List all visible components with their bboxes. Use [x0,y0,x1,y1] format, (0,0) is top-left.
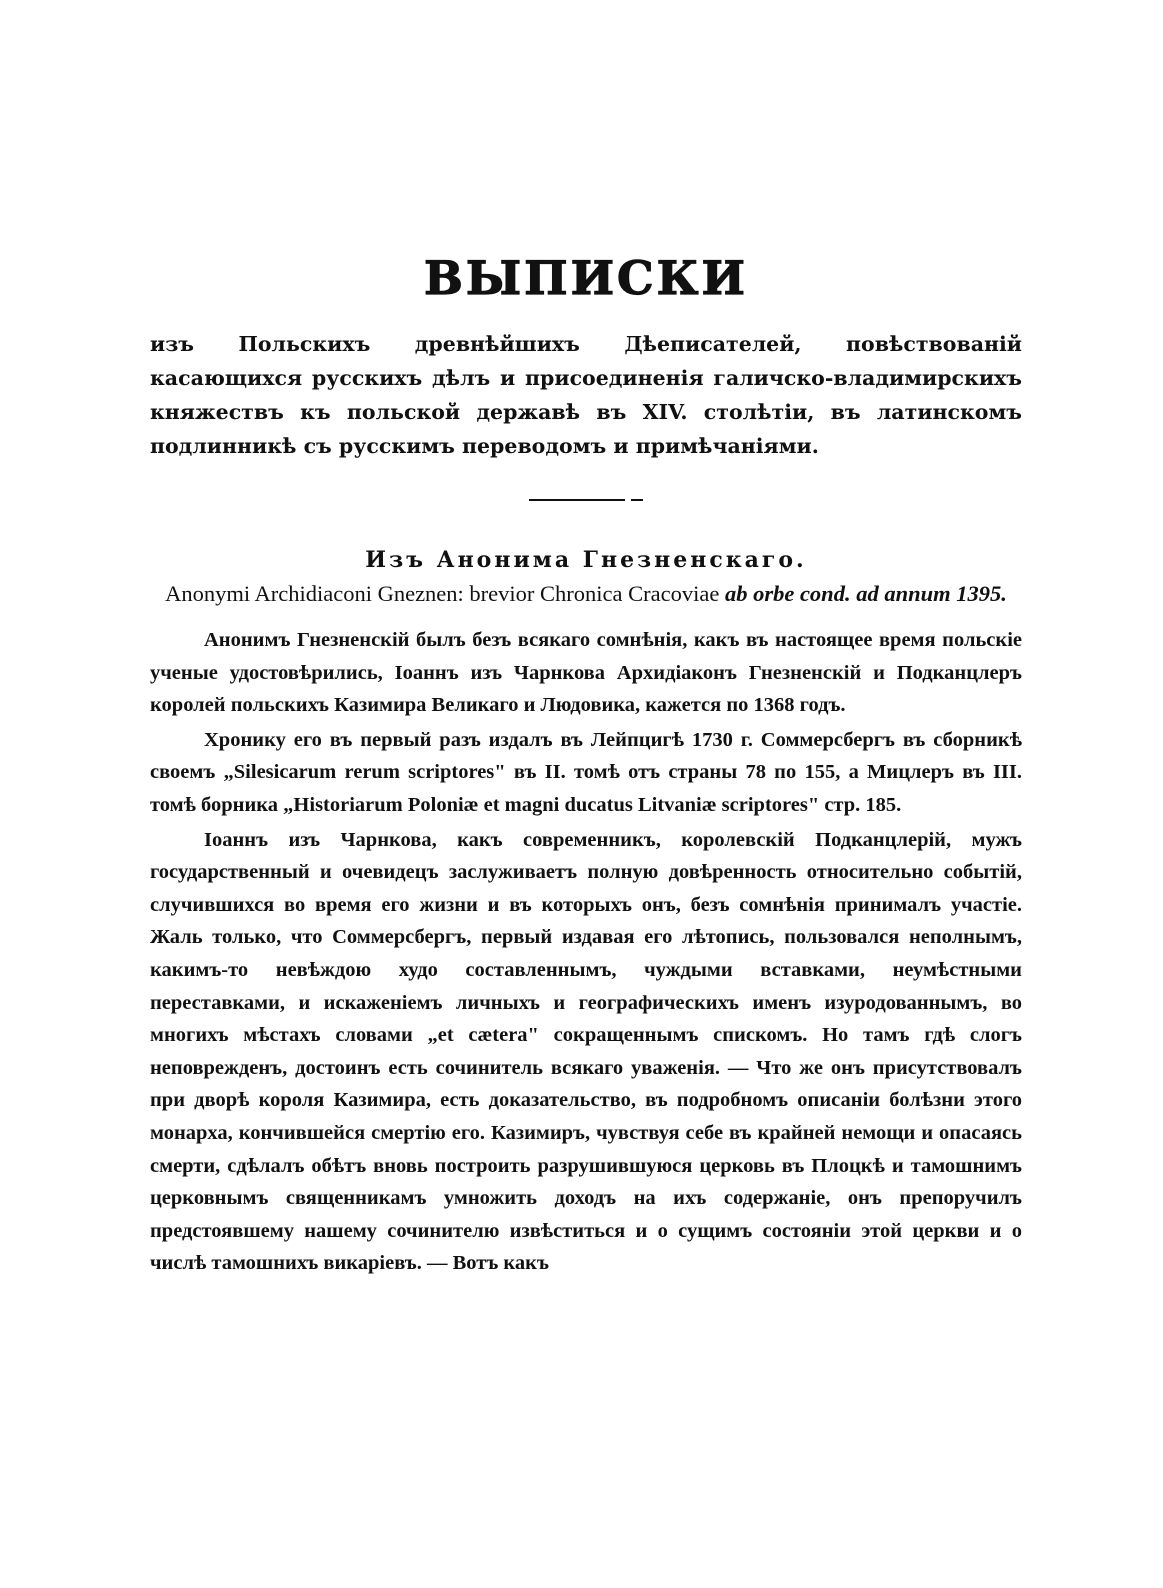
paragraph: Анонимъ Гнезненскій былъ безъ всякаго сомнѣнія, какъ въ настоящее время польскіе ученые удостовѣрились, Іоаннъ изъ Чарнкова Архидіаконъ Гнезненскій и Подканцлеръ королей польскихъ Казимира Великаго и Людовика, кажется по 1368 годъ. [150,629,1022,717]
separator-dash [631,499,643,501]
paragraph: Хронику его въ первый разъ издалъ въ Лейпцигѣ 1730 г. Соммерсбергъ въ сборникѣ своемъ „Silesicarum rerum scriptores" въ II. томѣ отъ страны 78 по 155, а Мицлеръ въ III. томѣ борника „Historiarum Poloniæ et magni ducatus Litvaniæ scriptores" стр. 185. [150,728,1022,816]
latin-title-italic: ab orbe cond. ad annum 1395. [724,581,1007,606]
main-title: ВЫПИСКИ [424,251,748,305]
latin-title-regular: Anonymi Archidiaconi Gneznen: brevior Chronica Cracoviae [165,581,720,606]
section-title: Изъ Анонима Гнезненскаго. [365,547,807,573]
paragraph: Іоаннъ изъ Чарнкова, какъ современникъ, королевскій Подканцлерій, мужъ государственный и очевидецъ заслуживаетъ полную довѣренность относительно событій, случившихся во время его жизни и въ которыхъ онъ, безъ сомнѣнія принималъ участіе. Жаль только, что Соммерсбергъ, первый издавая его лѣтопись, пользовался неполнымъ, какимъ-то невѣждою худо составленнымъ, чуждыми вставками, неумѣстными переставками, и искаженіемъ личныхъ и географическихъ именъ изуродованнымъ, во многихъ мѣстахъ словами „et cætera" сокращеннымъ спискомъ. Но тамъ гдѣ слогъ неповрежденъ, достоинъ есть сочинитель всякаго уваженія. — Что же онъ присутствовалъ при дворѣ короля Казимира, есть доказательство, въ подробномъ описаніи болѣзни этого монарха, кончившейся смертію его. Казимиръ, чувствуя себе въ крайней немощи и опасаясь смерти, сдѣлалъ обѣтъ вновь построить разрушившуюся церковь въ Плоцкѣ и тамошнимъ церковнымъ священникамъ умножить доходъ на ихъ содержаніе, онъ препоручилъ предстоявшему нашему сочинителю извѣститься и о сущимъ состояніи этой церкви и о числѣ тамошнихъ викаріевъ. — Вотъ какъ [150,828,1022,1275]
separator [150,499,1022,501]
page-content [150,251,1022,1280]
separator-rule [529,499,625,501]
subtitle: изъ Польскихъ древнѣйшихъ Дѣеписателей, повѣствованій касающихся русскихъ дѣлъ и присоединенія галичско-владимирскихъ княжествъ къ польской державѣ въ XIV. столѣтіи, въ латинскомъ подлинникѣ съ русскимъ переводомъ и примѣчаніями. [150,332,1022,458]
latin-title [150,577,1022,610]
